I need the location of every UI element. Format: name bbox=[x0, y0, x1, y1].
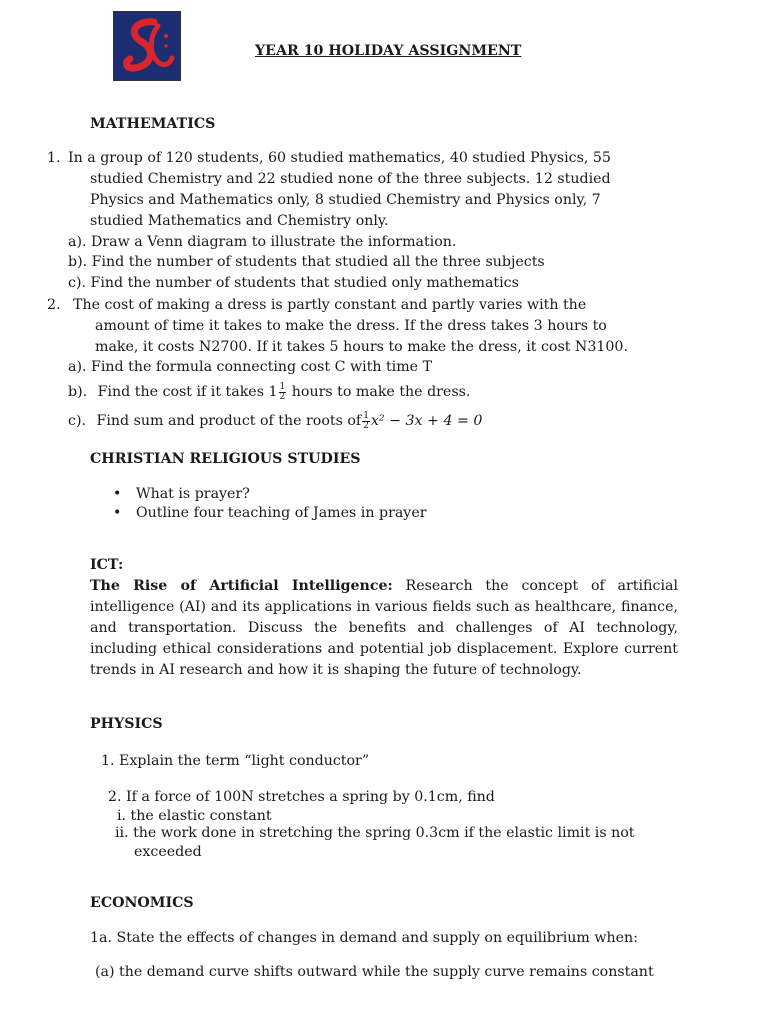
math-q2-line-1: The cost of making a dress is partly constant and partly varies with the bbox=[73, 297, 587, 313]
ict-paragraph bbox=[90, 576, 678, 681]
math-q1-line-2: studied Chemistry and 22 studied none of the three subjects. 12 studied bbox=[90, 171, 611, 187]
math-q2b-fraction bbox=[279, 383, 287, 402]
math-q2b bbox=[68, 382, 470, 403]
ict-topic: The Rise of Artificial Intelligence: bbox=[90, 578, 393, 594]
math-q1-line-4: studied Mathematics and Chemistry only. bbox=[90, 213, 389, 229]
math-q2c-label: c). bbox=[68, 413, 86, 429]
school-logo-mark bbox=[114, 12, 180, 80]
math-q2b-text-end: hours to make the dress. bbox=[291, 384, 471, 400]
school-logo bbox=[113, 11, 181, 81]
math-q2c-text: Find sum and product of the roots of bbox=[96, 413, 362, 429]
fraction-denominator: 2 bbox=[363, 420, 369, 431]
math-q2-number: 2. bbox=[47, 297, 61, 313]
math-q2-line-3: make, it costs N2700. If it takes 5 hours to make the dress, it cost N3100. bbox=[95, 339, 628, 355]
crs-item-1: What is prayer? bbox=[136, 486, 250, 502]
math-q1a: a). Draw a Venn diagram to illustrate the information. bbox=[68, 234, 457, 250]
bullet-icon: • bbox=[113, 505, 122, 521]
math-q1c: c). Find the number of students that studied only mathematics bbox=[68, 275, 519, 291]
bullet-icon: • bbox=[113, 486, 122, 502]
fraction-denominator: 2 bbox=[279, 391, 286, 402]
math-q2c bbox=[68, 411, 482, 432]
physics-q2-ii-cont: exceeded bbox=[134, 844, 202, 860]
fraction-numerator: 1 bbox=[363, 410, 369, 421]
physics-heading: PHYSICS bbox=[90, 716, 163, 732]
math-q1-line-3: Physics and Mathematics only, 8 studied Chemistry and Physics only, 7 bbox=[90, 192, 601, 208]
economics-heading: ECONOMICS bbox=[90, 895, 194, 911]
crs-heading: CHRISTIAN RELIGIOUS STUDIES bbox=[90, 451, 361, 467]
math-q2c-equation: x² − 3x + 4 = 0 bbox=[370, 413, 483, 429]
economics-q1a: 1a. State the effects of changes in demand and supply on equilibrium when: bbox=[90, 930, 638, 946]
page-title: YEAR 10 HOLIDAY ASSIGNMENT bbox=[255, 43, 522, 59]
crs-item-2: Outline four teaching of James in prayer bbox=[136, 505, 427, 521]
ict-heading: ICT: bbox=[90, 557, 124, 573]
math-q1-number: 1. bbox=[47, 150, 61, 166]
math-q2b-label: b). bbox=[68, 384, 88, 400]
ict-body: Research the concept of artificial intelligence (AI) and its applications in various fields such as healthcare, finance, and transportation. Discuss the benefits and challenges of AI technology, including ethical considerations and potential job displacement. Explore current trends in AI research and how it is shaping the future of technology. bbox=[90, 578, 678, 678]
math-q1-line-1: In a group of 120 students, 60 studied mathematics, 40 studied Physics, 55 bbox=[68, 150, 611, 166]
math-heading: MATHEMATICS bbox=[90, 116, 216, 132]
math-q2-line-2: amount of time it takes to make the dress. If the dress takes 3 hours to bbox=[95, 318, 607, 334]
math-q1b: b). Find the number of students that studied all the three subjects bbox=[68, 254, 545, 270]
fraction-numerator: 1 bbox=[279, 381, 286, 392]
physics-q2-ii: ii. the work done in stretching the spring 0.3cm if the elastic limit is not bbox=[115, 825, 635, 841]
math-q2b-text: Find the cost if it takes 1 bbox=[97, 384, 278, 400]
economics-q1a-a: (a) the demand curve shifts outward while the supply curve remains constant bbox=[95, 964, 654, 980]
physics-q1: 1. Explain the term “light conductor” bbox=[101, 753, 370, 769]
math-q2c-fraction bbox=[362, 412, 370, 431]
physics-q2-i: i. the elastic constant bbox=[117, 808, 272, 824]
math-q2a: a). Find the formula connecting cost C with time T bbox=[68, 359, 433, 375]
physics-q2: 2. If a force of 100N stretches a spring by 0.1cm, find bbox=[108, 789, 495, 805]
